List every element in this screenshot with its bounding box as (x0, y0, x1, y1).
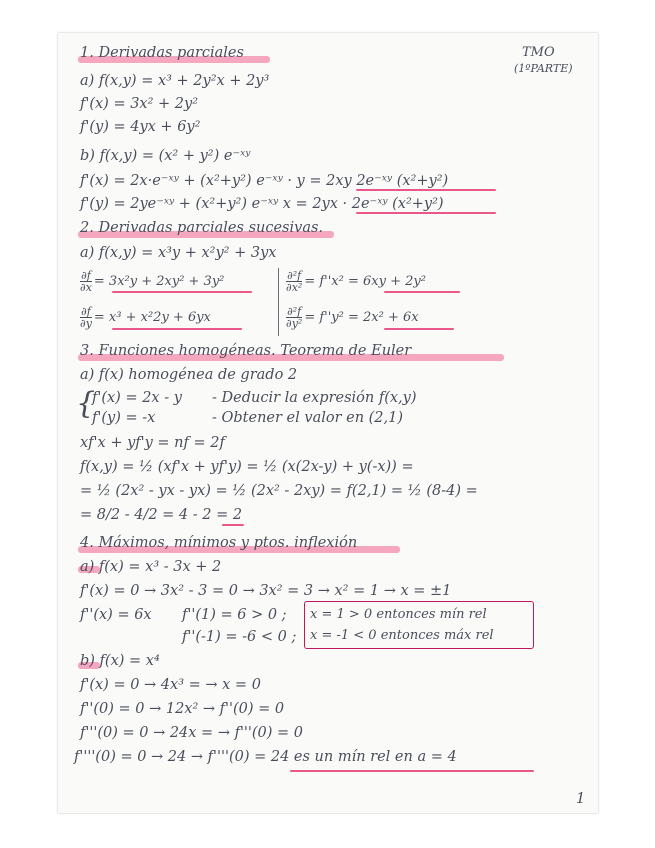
s3-cond-1-note: - Deducir la expresión f(x,y) (212, 390, 417, 406)
section-2-title: 2. Derivadas parciales sucesivas. (80, 220, 324, 236)
s4-b-line-4: f''''(0) = 0 → 24 → f''''(0) = 24 es un mín rel en a = 4 (74, 749, 457, 765)
s3-line-1: xf'x + yf'y = nf = 2f (80, 435, 225, 451)
s3-a: a) f(x) homogénea de grado 2 (80, 367, 298, 383)
s2-a-function: a) f(x,y) = x³y + x²y² + 3yx (80, 245, 277, 261)
s1-b-function: b) f(x,y) = (x² + y²) e⁻ˣʸ (80, 148, 251, 164)
s4-b-line-3: f'''(0) = 0 → 24x = → f'''(0) = 0 (80, 725, 304, 741)
s4-a-line-3b: f''(-1) = -6 < 0 ; (182, 629, 297, 645)
s2-d2fdy2-underline (384, 328, 454, 330)
s3-cond-1: f'(x) = 2x - y (92, 390, 182, 406)
s4-a-line-1: f'(x) = 0 → 3x² - 3 = 0 → 3x² = 3 → x² = 1 → x = ±1 (80, 583, 452, 599)
s3-cond-2-note: - Obtener el valor en (2,1) (212, 410, 404, 426)
section-3-title: 3. Funciones homogéneas. Teorema de Euler (80, 343, 412, 359)
s2-divider (278, 268, 279, 336)
s3-result-underline (222, 524, 244, 526)
s3-line-2: f(x,y) = ½ (xf'x + yf'y) = ½ (x(2x-y) + y(-x)) = (80, 459, 414, 475)
s1-b-fx: f'(x) = 2x·e⁻ˣʸ + (x²+y²) e⁻ˣʸ · y = 2xy 2e⁻ˣʸ (x²+y²) (80, 173, 449, 189)
s4-box-line-2: x = -1 < 0 entonces máx rel (310, 628, 494, 643)
s4-a-line-2: f''(x) = 6x (80, 607, 152, 623)
s3-line-4: = 8/2 - 4/2 = 4 - 2 = 2 (80, 507, 243, 523)
s1-b-fx-underline (356, 189, 496, 191)
s4-a-function: a) f(x) = x³ - 3x + 2 (80, 559, 222, 575)
s4-b-line-2: f''(0) = 0 → 12x² → f''(0) = 0 (80, 701, 285, 717)
s2-dfdx-underline (112, 291, 252, 293)
s4-a-line-2b: f''(1) = 6 > 0 ; (182, 607, 287, 623)
header-tag: TMO (522, 45, 555, 60)
s3-brace: { (76, 386, 96, 421)
s2-dfdy: $\frac{\partial f}{\partial y}$ = x³ + x²2y + 6yx (80, 305, 211, 330)
s3-cond-2: f'(y) = -x (92, 410, 156, 426)
header-part: (1ºPARTE) (514, 62, 573, 75)
s4-b-result-underline (290, 770, 534, 772)
page-number: 1 (576, 791, 586, 807)
section-4-title: 4. Máximos, mínimos y ptos. inflexión (80, 535, 358, 551)
s1-b-fy: f'(y) = 2ye⁻ˣʸ + (x²+y²) e⁻ˣʸ x = 2yx · 2e⁻ˣʸ (x²+y²) (80, 196, 444, 212)
section-1-title: 1. Derivadas parciales (80, 45, 244, 61)
s2-dfdy-underline (112, 328, 242, 330)
s2-d2fdx2-underline (384, 291, 460, 293)
s1-a-fx: f'(x) = 3x² + 2y² (80, 96, 199, 112)
s2-dfdx: $\frac{\partial f}{\partial x}$ = 3x²y + 2xy² + 3y² (80, 269, 225, 294)
s1-b-fy-underline (356, 212, 496, 214)
s1-a-fy: f'(y) = 4yx + 6y² (80, 119, 201, 135)
s1-a-function: a) f(x,y) = x³ + 2y²x + 2y³ (80, 73, 270, 89)
s2-d2fdx2: $\frac{\text{∂²f}}{\text{∂x²}}$ = f''x² = 6xy + 2y² (286, 269, 426, 294)
s4-box-line-1: x = 1 > 0 entonces mín rel (310, 607, 487, 622)
s3-line-3: = ½ (2x² - yx - yx) = ½ (2x² - 2xy) = f(2,1) = ½ (8-4) = (80, 483, 478, 499)
s4-b-function: b) f(x) = x⁴ (80, 653, 160, 669)
s2-d2fdy2: $\frac{\text{∂²f}}{\text{∂y²}}$ = f''y² = 2x² + 6x (286, 305, 419, 330)
s4-b-line-1: f'(x) = 0 → 4x³ = → x = 0 (80, 677, 261, 693)
